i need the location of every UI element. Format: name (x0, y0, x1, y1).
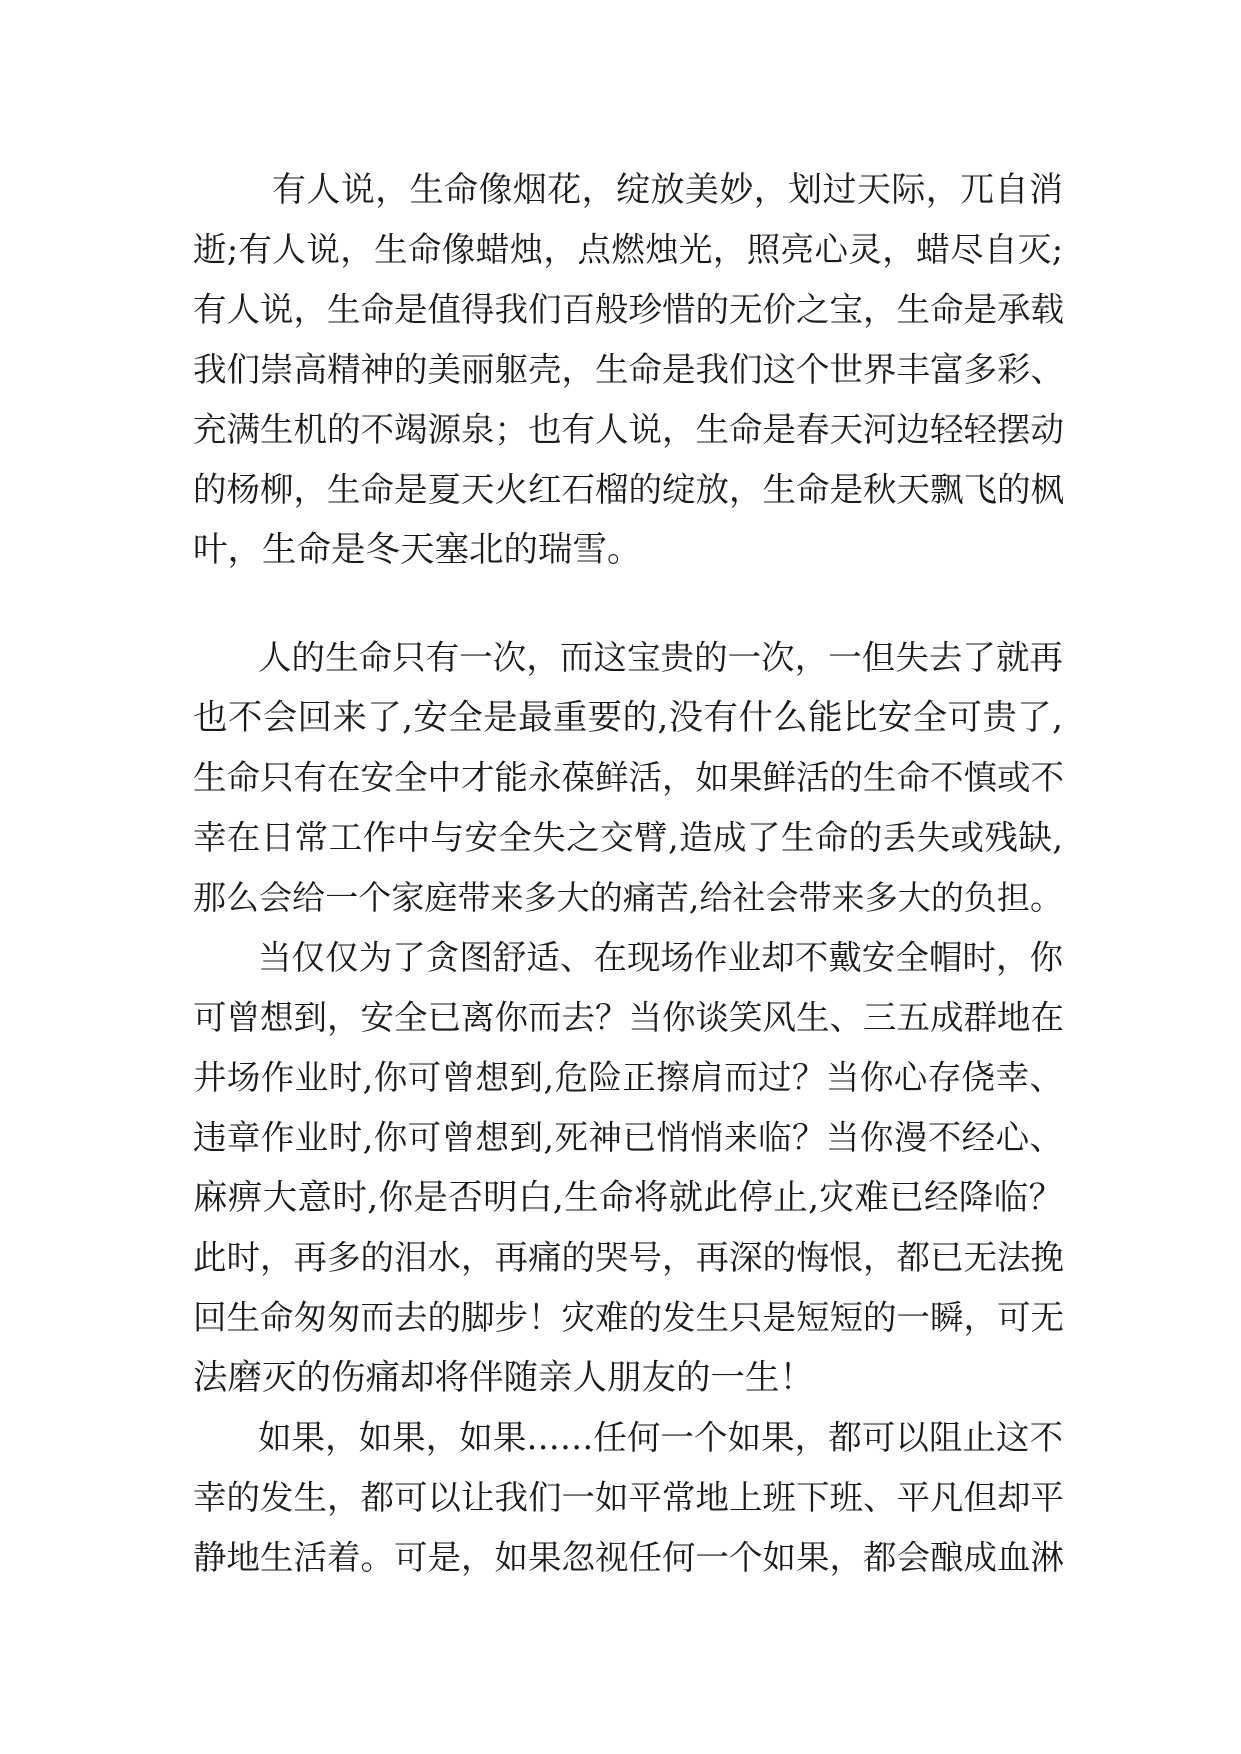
text-line: 如果，如果，如果……任何一个如果，都可以阻止这不 (258, 1418, 1063, 1457)
text-line: 我们崇高精神的美丽躯壳，生命是我们这个世界丰富多彩、 (193, 350, 1064, 389)
text-line: 幸的发生，都可以让我们一如平常地上班下班、平凡但却平 (193, 1478, 1064, 1517)
text-line: 井场作业时,你可曾想到,危险正擦肩而过？当你心存侥幸、 (193, 1058, 1063, 1097)
text-line: 可曾想到，安全已离你而去？当你谈笑风生、三五成群地在 (193, 998, 1064, 1037)
text-line: 违章作业时,你可曾想到,死神已悄悄来临？当你漫不经心、 (193, 1118, 1063, 1157)
text-line: 麻痹大意时,你是否明白,生命将就此停止,灾难已经降临？ (193, 1178, 1063, 1218)
text-line: 此时，再多的泪水，再痛的哭号，再深的悔恨，都已无法挽 (193, 1238, 1064, 1277)
text-line: 有人说，生命是值得我们百般珍惜的无价之宝，生命是承载 (193, 290, 1064, 329)
text-line: 回生命匆匆而去的脚步！灾难的发生只是短短的一瞬，可无 (193, 1298, 1064, 1337)
text-line: 生命只有在安全中才能永葆鲜活，如果鲜活的生命不慎或不 (193, 758, 1064, 797)
text-line: 人的生命只有一次，而这宝贵的一次，一但失去了就再 (258, 638, 1063, 677)
text-line: 逝;有人说，生命像蜡烛，点燃烛光，照亮心灵，蜡尽自灭; (193, 230, 1063, 269)
text-line: 静地生活着。可是，如果忽视任何一个如果，都会酿成血淋 (193, 1538, 1064, 1577)
text-line: 那么会给一个家庭带来多大的痛苦,给社会带来多大的负担。 (193, 878, 1063, 917)
text-line: 充满生机的不竭源泉；也有人说，生命是春天河边轻轻摆动 (193, 410, 1064, 449)
text-line: 法磨灭的伤痛却将伴随亲人朋友的一生！ (193, 1358, 814, 1398)
text-line: 有人说，生命像烟花，绽放美妙，划过天际，兀自消 (272, 170, 1063, 210)
text-line: 当仅仅为了贪图舒适、在现场作业却不戴安全帽时，你 (258, 938, 1063, 977)
text-line: 的杨柳，生命是夏天火红石榴的绽放，生命是秋天飘飞的枫 (193, 470, 1064, 509)
text-line: 叶，生命是冬天塞北的瑞雪。 (193, 530, 642, 570)
text-line: 幸在日常工作中与安全失之交臂,造成了生命的丢失或残缺, (193, 818, 1063, 857)
text-line: 也不会回来了,安全是最重要的,没有什么能比安全可贵了, (193, 698, 1063, 738)
